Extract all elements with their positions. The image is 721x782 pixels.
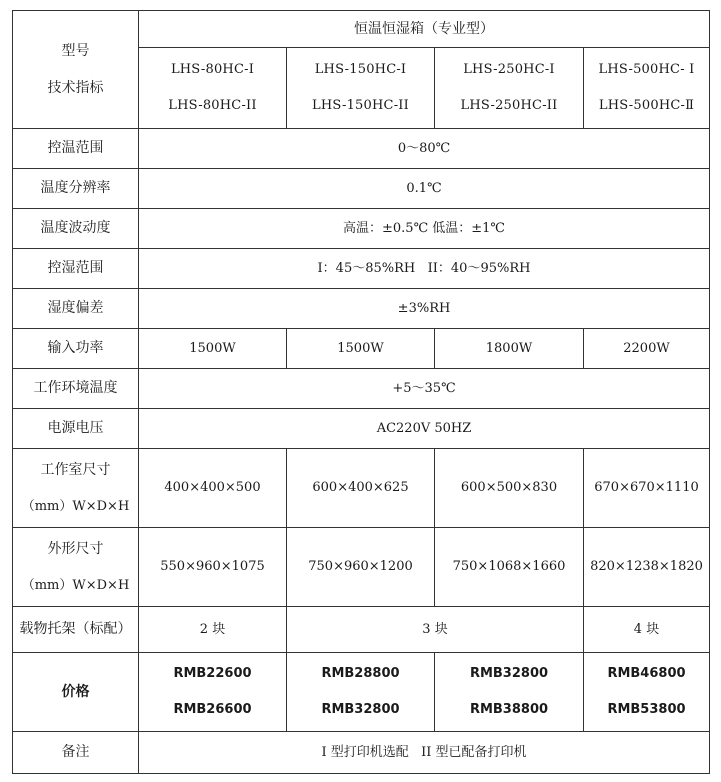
power-value: 1500W bbox=[287, 329, 435, 369]
model-name: LHS-500HC- I bbox=[598, 62, 695, 78]
model-name: LHS-150HC-II bbox=[312, 98, 409, 113]
dimension-value: 750×960×1200 bbox=[287, 528, 435, 607]
price-value: RMB28800 bbox=[321, 666, 400, 682]
price-value: RMB38800 bbox=[469, 702, 549, 717]
price-cell bbox=[584, 653, 710, 732]
row-label: 价格 bbox=[13, 653, 139, 732]
table-row bbox=[13, 209, 710, 249]
dimension-value: 820×1238×1820 bbox=[584, 528, 710, 607]
price-cell bbox=[139, 653, 287, 732]
model-name: LHS-80HC-I bbox=[170, 62, 255, 78]
dimension-value: 750×1068×1660 bbox=[435, 528, 584, 607]
row-value: I 型打印机选配 II 型已配备打印机 bbox=[139, 732, 710, 774]
row-label-unit: （mm）W×D×H bbox=[21, 577, 130, 593]
row-label-unit: （mm）W×D×H bbox=[21, 498, 130, 514]
row-label: 备注 bbox=[13, 732, 139, 774]
price-value: RMB26600 bbox=[173, 702, 252, 717]
price-value: RMB46800 bbox=[607, 666, 686, 682]
price-value: RMB53800 bbox=[607, 702, 686, 717]
model-cell bbox=[435, 48, 584, 129]
table-row bbox=[13, 528, 710, 607]
dimension-value: 600×500×830 bbox=[435, 449, 584, 528]
row-value: ±3%RH bbox=[139, 289, 710, 329]
model-name: LHS-150HC-I bbox=[314, 62, 407, 78]
price-cell bbox=[287, 653, 435, 732]
row-label: 外形尺寸 bbox=[47, 540, 104, 557]
power-value: 2200W bbox=[584, 329, 710, 369]
price-cell bbox=[435, 653, 584, 732]
table-row bbox=[13, 732, 710, 774]
table-row bbox=[13, 329, 710, 369]
table-row bbox=[13, 449, 710, 528]
header-label-model: 型号 bbox=[61, 42, 90, 59]
dimension-value: 670×670×1110 bbox=[584, 449, 710, 528]
dimension-value: 550×960×1075 bbox=[139, 528, 287, 607]
dimension-value: 600×400×625 bbox=[287, 449, 435, 528]
price-value: RMB32800 bbox=[321, 702, 400, 717]
row-label: 载物托架（标配） bbox=[13, 607, 139, 653]
row-label-cell bbox=[13, 528, 139, 607]
model-name: LHS-80HC-II bbox=[168, 98, 257, 113]
row-label: 控温范围 bbox=[13, 129, 139, 169]
row-label: 温度波动度 bbox=[13, 209, 139, 249]
shelf-value: 3 块 bbox=[287, 607, 584, 653]
row-label: 电源电压 bbox=[13, 409, 139, 449]
header-label-spec: 技术指标 bbox=[47, 79, 104, 96]
row-value: 0.1℃ bbox=[139, 169, 710, 209]
model-name: LHS-250HC-II bbox=[460, 98, 558, 113]
row-label: 湿度偏差 bbox=[13, 289, 139, 329]
table-row bbox=[13, 653, 710, 732]
row-value: AC220V 50HZ bbox=[139, 409, 710, 449]
price-value: RMB32800 bbox=[469, 666, 549, 682]
table-row bbox=[13, 409, 710, 449]
row-label: 控湿范围 bbox=[13, 249, 139, 289]
table-row bbox=[13, 369, 710, 409]
row-label: 输入功率 bbox=[13, 329, 139, 369]
shelf-value: 4 块 bbox=[584, 607, 710, 653]
table-row bbox=[13, 169, 710, 209]
row-value: I：45～85%RH II：40～95%RH bbox=[139, 249, 710, 289]
row-label-cell bbox=[13, 449, 139, 528]
shelf-value: 2 块 bbox=[139, 607, 287, 653]
table-row bbox=[13, 129, 710, 169]
table-row bbox=[13, 607, 710, 653]
model-cell bbox=[584, 48, 710, 129]
row-value: 高温：±0.5℃ 低温：±1℃ bbox=[139, 209, 710, 249]
power-value: 1500W bbox=[139, 329, 287, 369]
power-value: 1800W bbox=[435, 329, 584, 369]
table-row bbox=[13, 289, 710, 329]
row-value: 0～80℃ bbox=[139, 129, 710, 169]
dimension-value: 400×400×500 bbox=[139, 449, 287, 528]
table-row bbox=[13, 249, 710, 289]
row-label: 工作环境温度 bbox=[13, 369, 139, 409]
model-name: LHS-250HC-I bbox=[463, 62, 555, 78]
model-name: LHS-500HC-Ⅱ bbox=[598, 98, 695, 113]
model-cell bbox=[287, 48, 435, 129]
model-cell bbox=[139, 48, 287, 129]
row-value: +5～35℃ bbox=[139, 369, 710, 409]
product-title: 恒温恒湿箱（专业型） bbox=[139, 11, 710, 48]
spec-table bbox=[12, 10, 710, 774]
row-label: 温度分辨率 bbox=[13, 169, 139, 209]
header-label-cell bbox=[13, 11, 139, 129]
price-value: RMB22600 bbox=[173, 666, 252, 682]
table-row bbox=[13, 11, 710, 48]
row-label: 工作室尺寸 bbox=[40, 461, 111, 478]
